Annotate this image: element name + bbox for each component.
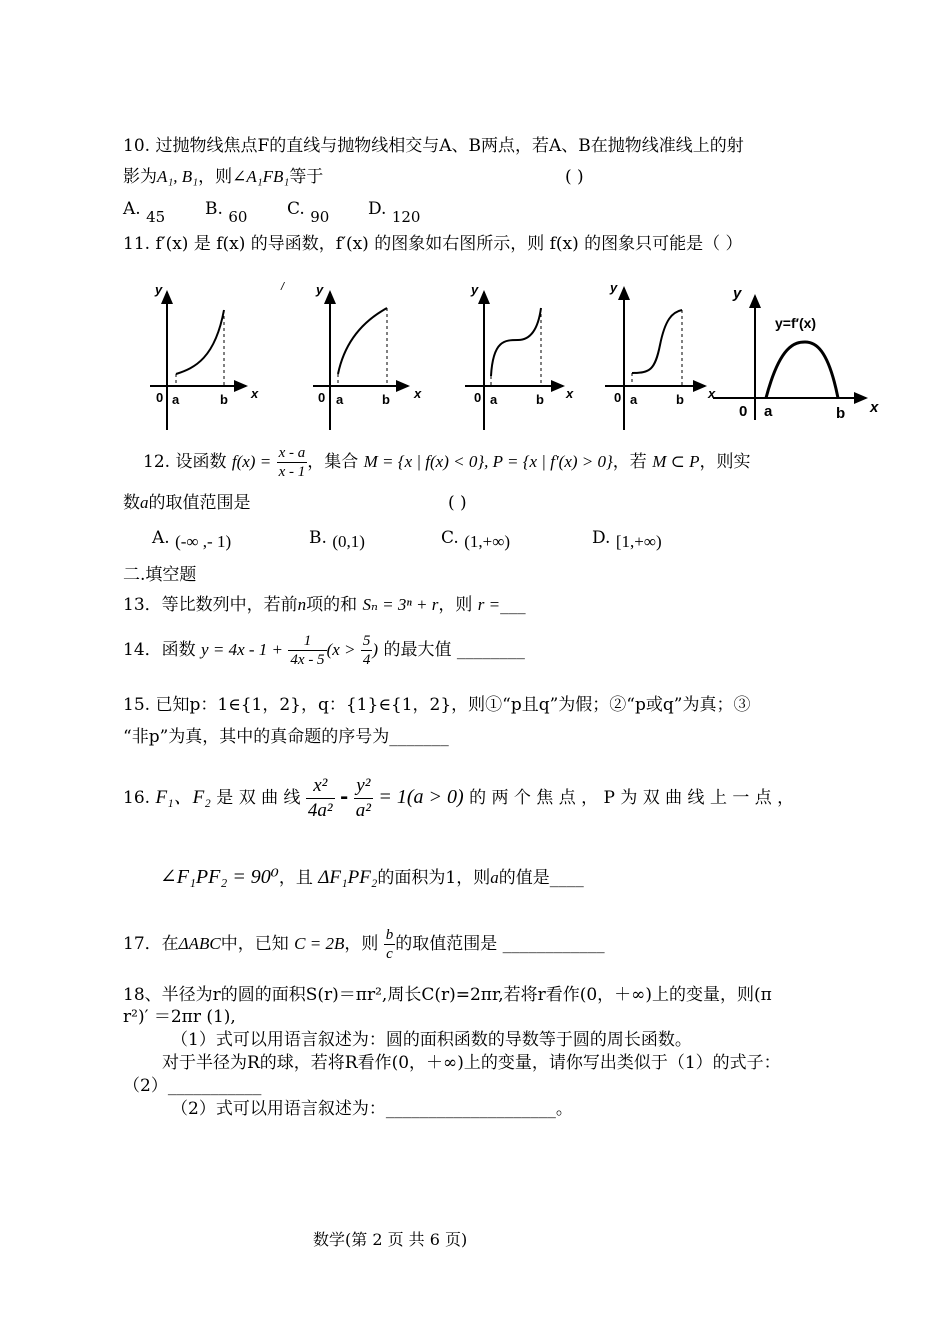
svg-text:b: b	[220, 392, 228, 407]
q11-graphs	[0, 270, 950, 430]
svg-text:a: a	[630, 392, 638, 407]
q10-option-a: A. 45	[123, 199, 166, 226]
q15-answer-blank[interactable]: _______	[389, 727, 449, 747]
q11-text: 11. f′(x) 是 f(x) 的导函数，f′(x) 的图象如右图所示，则 f(x) 的图象只可能是（ ）	[123, 234, 743, 254]
q10-option-b: B. 60	[205, 199, 248, 226]
q17-answer-blank[interactable]: ____________	[502, 934, 605, 954]
q18-line3: （1）式可以用语言叙述为：圆的面积函数的导数等于圆的周长函数。	[171, 1030, 692, 1050]
svg-text:0: 0	[614, 390, 622, 405]
svg-text:a: a	[764, 403, 773, 420]
q16-fraction-y: $\frac{\text{y²}}{\text{a²}}$	[355, 775, 371, 821]
svg-text:x: x	[251, 386, 259, 401]
q15-line2: “非p”为真，其中的真命题的序号为_______	[123, 727, 449, 747]
svg-text:y: y	[155, 282, 163, 297]
page-footer: 数学(第 2 页 共 6 页)	[313, 1230, 468, 1249]
svg-text:x: x	[870, 399, 879, 416]
svg-text:/: /	[281, 281, 285, 293]
svg-text:0: 0	[156, 390, 164, 405]
q17-text: 17．在ΔABC中，已知 C = 2B，则 $\frac{b}{c}$ 的取值范围是 ____________	[123, 927, 605, 962]
q12-fraction: $\frac{x - a}{x - 1}$	[278, 445, 306, 480]
q14-fraction: $\frac{1}{4x - 5}$	[290, 633, 325, 668]
q10-line2: 影为A₁, B₁，则∠A₁FB₁等于	[123, 167, 324, 187]
q17-fraction: $\frac{b}{c}$	[385, 927, 394, 962]
svg-text:a: a	[490, 392, 498, 407]
q15-line1: 15. 已知p：1∈{1，2}，q：{1}∈{1，2}，则①“p且q”为假；②“p或q”为真；③	[123, 695, 751, 715]
svg-text:b: b	[676, 392, 684, 407]
q12-option-a: A. (-∞ ,- 1)	[152, 528, 232, 551]
svg-text:0: 0	[474, 390, 482, 405]
svg-text:y: y	[316, 282, 324, 297]
q10-option-c: C. 90	[287, 199, 330, 226]
graph-option-a[interactable]	[150, 282, 259, 430]
q10-option-d: D. 120	[368, 199, 421, 226]
svg-text:0: 0	[739, 403, 748, 420]
svg-text:0: 0	[318, 390, 326, 405]
q18-line1: 18、半径为r的圆的面积S(r)＝πr²,周长C(r)=2πr,若将r看作(0，＋∞)上的变量，则(π	[123, 985, 772, 1005]
graph-option-d[interactable]	[605, 280, 716, 430]
q18-line2: r²)′ ＝2πr (1),	[123, 1007, 236, 1027]
svg-text:y=f′(x): y=f′(x)	[775, 315, 817, 331]
q18-answer-blank-1[interactable]: ___________	[167, 1076, 262, 1096]
graph-option-c[interactable]	[465, 282, 574, 430]
q12-line1: 12. 设函数 f(x) = $\frac{x - a}{x - 1}$ ，集合 M = {x | f(x) < 0}, P = {x | f′(x) > 0}，若 M ⊂ P，则实	[143, 445, 751, 480]
svg-text:x: x	[566, 386, 574, 401]
q14-answer-blank[interactable]: ________	[456, 640, 525, 660]
svg-text:x: x	[414, 386, 422, 401]
q16-fraction-x: $\frac{\text{x²}}{\text{4a²}}$	[307, 775, 333, 821]
q14-text: 14．函数 y = 4x - 1 + $\frac{1}{4x - 5}$ (x > $\frac{5}{4}$ ) 的最大值 ________	[123, 633, 525, 668]
q18-answer-blank-2[interactable]: ____________________	[385, 1099, 556, 1119]
graph-derivative-reference	[713, 285, 879, 422]
q10-line1: 10. 过抛物线焦点F的直线与抛物线相交与A、B两点，若A、B在抛物线准线上的射	[123, 136, 744, 156]
svg-text:a: a	[172, 392, 180, 407]
section-fill-in-title: 二.填空题	[123, 565, 197, 585]
q16-answer-blank[interactable]: ____	[549, 868, 584, 888]
svg-text:b: b	[382, 392, 390, 407]
q12-line2: 数a的取值范围是	[123, 493, 251, 513]
q13-text: 13．等比数列中，若前n项的和 Sₙ = 3ⁿ + r，则 r =___	[123, 595, 526, 615]
q12-bracket: ( )	[448, 493, 467, 513]
svg-text:y: y	[733, 285, 742, 302]
svg-text:b: b	[536, 392, 544, 407]
svg-text:y: y	[471, 282, 479, 297]
q12-option-c: C. (1,+∞)	[441, 528, 510, 551]
q18-line6: （2）式可以用语言叙述为：____________________。	[171, 1099, 573, 1119]
q14-cond-fraction: $\frac{5}{4}$	[362, 633, 371, 668]
q10-bracket: ( )	[565, 167, 584, 187]
q18-line4: 对于半径为R的球，若将R看作(0，＋∞)上的变量，请你写出类似于（1）的式子：	[162, 1053, 781, 1073]
svg-text:a: a	[336, 392, 344, 407]
q16-line2: ∠F₁PF₂ = 90⁰，且 ΔF₁PF₂的面积为1，则a的值是____	[160, 866, 584, 888]
q12-option-d: D. [1,+∞)	[592, 528, 662, 551]
svg-text:b: b	[836, 405, 846, 422]
svg-text:y: y	[610, 280, 618, 295]
svg-text:x: x	[708, 386, 716, 401]
graph-option-b[interactable]	[280, 281, 422, 430]
q13-answer-blank[interactable]: ___	[500, 595, 526, 615]
q16-line1: 16. F₁、F₂ 是 双 曲 线 $\frac{\text{x²}}{\text{4a²}}$ - $\frac{\text{y²}}{\text{a²}}$ = 1(a > 0) 的 两 个 焦 点 ， P 为 双 曲 线 上 一 点 ，	[123, 775, 795, 821]
q12-option-b: B. (0,1)	[309, 528, 365, 551]
q18-line5: （2）___________	[123, 1076, 262, 1096]
